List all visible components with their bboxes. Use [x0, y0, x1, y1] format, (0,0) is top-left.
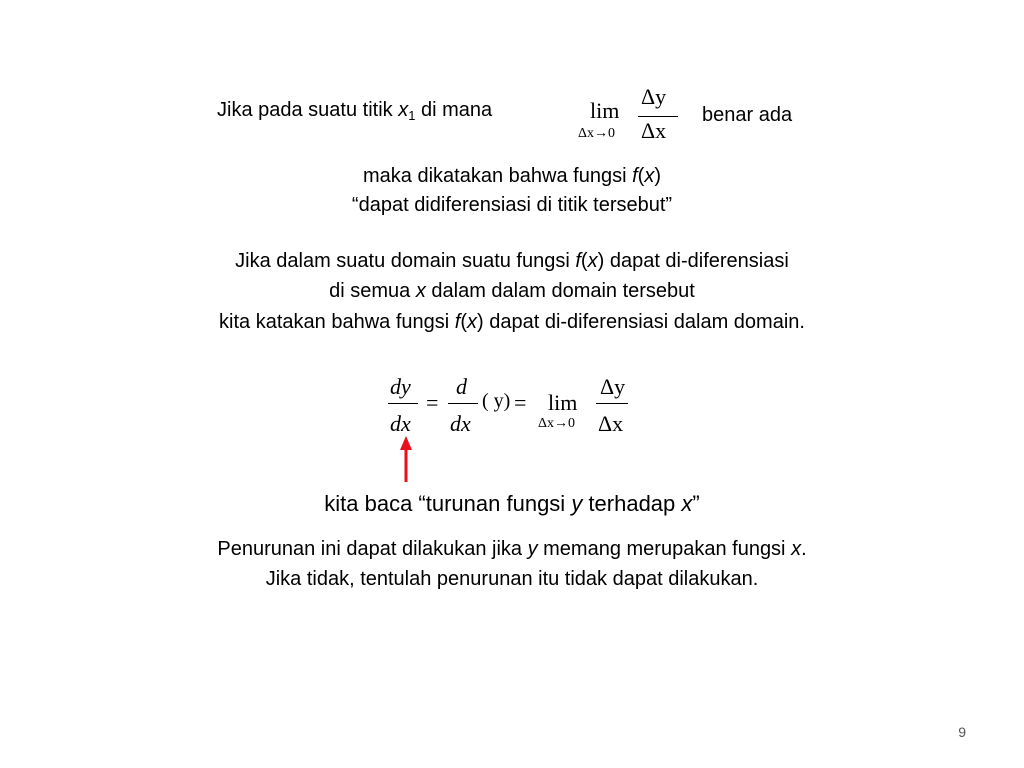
- formula-lim: lim: [548, 390, 578, 415]
- para2-line1: [0, 249, 1024, 273]
- formula-bar-2: [448, 403, 478, 404]
- closing-line1: [0, 537, 1024, 561]
- formula-numerator: Δy: [600, 374, 626, 399]
- lim-word-1: lim: [590, 98, 620, 123]
- para1-paren-open: (: [637, 165, 645, 187]
- para2-l3-a: kita katakan bahwa fungsi: [219, 311, 455, 333]
- para2-l1-b: dapat di-diferensiasi: [604, 250, 789, 272]
- para1-var: x: [644, 165, 655, 187]
- closing-l1-y: y: [527, 538, 538, 560]
- formula-bar-1: [388, 403, 418, 404]
- closing-line2: Jika tidak, tentulah penurunan itu tidak dapat dilakukan.: [265, 568, 759, 590]
- closing-l1-x: x: [791, 538, 802, 560]
- para2-l2-x: x: [415, 280, 426, 302]
- para2-l3-f: f: [454, 311, 461, 333]
- intro-var-x: x: [398, 99, 409, 121]
- read-as-b: terhadap: [582, 491, 682, 516]
- para2-line3: [0, 310, 1024, 334]
- read-as-y: y: [571, 491, 583, 516]
- intro-after: di mana: [415, 99, 493, 121]
- formula-paren-y: ( y): [482, 390, 511, 412]
- para2-l2-a: di semua: [329, 280, 416, 302]
- para1-func: f: [632, 165, 638, 187]
- intro-subscript: 1: [408, 108, 416, 123]
- lim-numerator-1: Δy: [641, 84, 667, 109]
- intro-before: Jika pada suatu titik: [217, 99, 399, 121]
- intro-end: benar ada: [702, 104, 793, 126]
- para2-l3-close: ): [476, 311, 484, 333]
- read-as-a: kita baca “turunan fungsi: [324, 491, 572, 516]
- para1-line1: [0, 164, 1024, 188]
- red-arrow-up-icon: [396, 436, 416, 484]
- para2-l1-x: x: [587, 250, 598, 272]
- read-as-x: x: [681, 491, 693, 516]
- para1-prefix: maka dikatakan bahwa fungsi: [363, 165, 633, 187]
- para2-l3-x: x: [466, 311, 477, 333]
- para2-line2: [0, 279, 1024, 303]
- formula-lim-under: Δx→0: [538, 416, 576, 431]
- intro-text: [217, 98, 492, 128]
- formula-d: d: [456, 374, 467, 399]
- formula-dx-1: dx: [390, 411, 411, 436]
- para1-line2: “dapat didiferensiasi di titik tersebut”: [351, 194, 673, 216]
- formula-dy: dy: [390, 374, 411, 399]
- para2-l1-a: Jika dalam suatu domain suatu fungsi: [235, 250, 576, 272]
- formula-dx-2: dx: [450, 411, 471, 436]
- read-as-c: ”: [692, 491, 700, 516]
- closing-l1-c: .: [801, 538, 807, 560]
- read-as-line: [0, 490, 1024, 518]
- formula-denominator: Δx: [598, 411, 624, 436]
- page-number: 9: [958, 724, 966, 740]
- para2-l3-open: (: [460, 311, 467, 333]
- limit-expression-1: [576, 84, 686, 148]
- formula-equals-2: =: [514, 390, 527, 415]
- formula-equals-1: =: [426, 390, 439, 415]
- para2-l1-f: f: [575, 250, 581, 272]
- para1-paren-close: ): [654, 165, 661, 187]
- closing-l1-a: Penurunan ini dapat dilakukan jika: [217, 538, 528, 560]
- para2-l1-close: ): [597, 250, 605, 272]
- closing-l1-b: memang merupakan fungsi: [537, 538, 792, 560]
- derivative-formula: [380, 370, 640, 440]
- fraction-bar-1: [638, 116, 678, 117]
- para2-l2-b: dalam dalam domain tersebut: [425, 280, 695, 302]
- lim-under-1: Δx→0: [578, 126, 616, 141]
- formula-bar-3: [596, 403, 628, 404]
- lim-denominator-1: Δx: [641, 118, 667, 143]
- para2-l3-b: dapat di-diferensiasi dalam domain.: [483, 311, 805, 333]
- para2-l1-open: (: [580, 250, 588, 272]
